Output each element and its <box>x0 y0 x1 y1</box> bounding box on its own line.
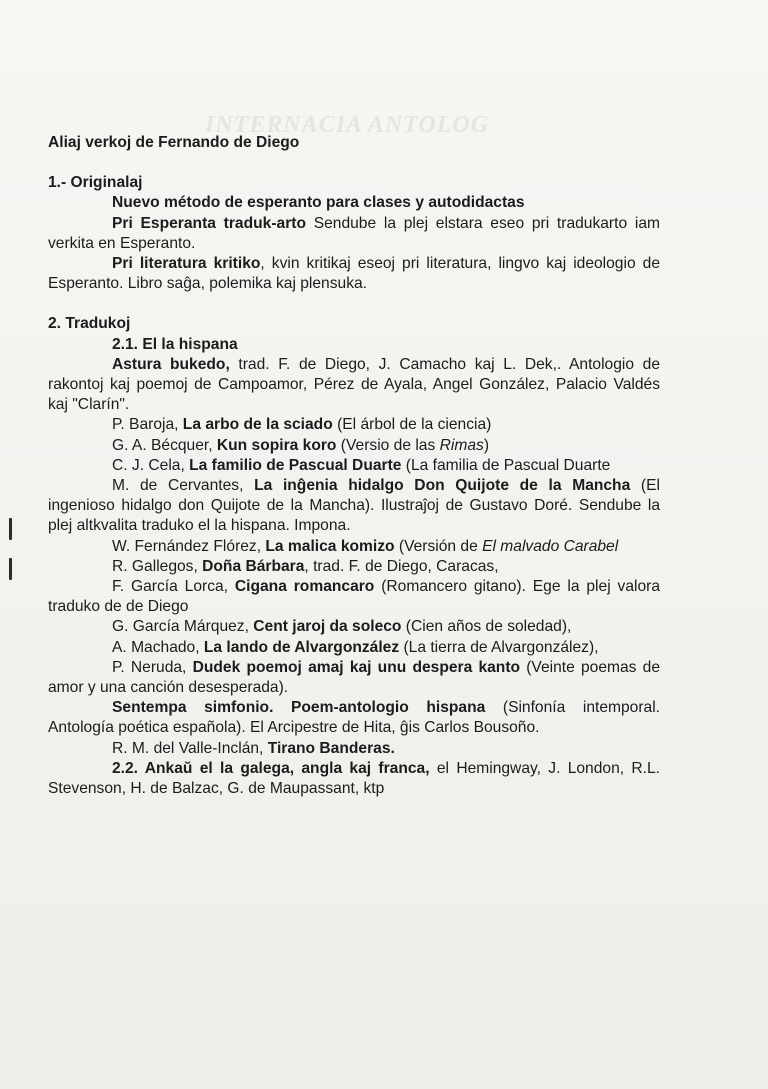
entry-italic: Rimas <box>439 436 484 454</box>
entry-title: La malica komizo <box>265 537 395 555</box>
entry-text: (Versio de las <box>336 436 440 454</box>
entry-author: R. Gallegos, <box>112 557 203 575</box>
entry-title: La inĝenia hidalgo Don Quijote de la Mancha <box>254 477 631 495</box>
entry-title: Tirano Banderas. <box>267 739 395 757</box>
entry-becquer <box>48 436 660 456</box>
entry-gallegos <box>48 557 660 577</box>
entry-title: Pri literatura kritiko <box>112 255 261 273</box>
entry-title: Pri Esperanta traduk-arto <box>112 214 306 232</box>
entry-garcia-lorca <box>48 577 660 617</box>
entry-nuevo-metodo <box>48 193 660 213</box>
entry-author: A. Machado, <box>112 638 204 656</box>
section-heading-tradukoj: 2. Tradukoj <box>48 315 131 333</box>
entry-author: R. M. del Valle-Inclán, <box>112 739 268 757</box>
entry-author: G. García Márquez, <box>112 618 254 636</box>
entry-text: (La familia de Pascual Duarte <box>401 456 611 474</box>
binding-mark <box>9 558 12 580</box>
entry-author: C. J. Cela, <box>112 456 190 474</box>
entry-sentempa-simfonio <box>48 698 660 738</box>
entry-valle-inclan <box>48 739 660 759</box>
entry-title: La lando de Alvargonzález <box>203 638 400 656</box>
entry-author: P. Neruda, <box>112 658 193 676</box>
entry-text: (La tierra de Alvargonzález), <box>399 638 599 656</box>
entry-title: Kun sopira koro <box>216 436 337 454</box>
entry-text: (Versión de <box>394 537 483 555</box>
entry-text: , trad. F. de Diego, Caracas, <box>304 557 499 575</box>
entry-title: Nuevo método de esperanto para clases y autodidactas <box>112 194 525 212</box>
entry-author: M. de Cervantes, <box>112 477 255 495</box>
entry-neruda <box>48 658 660 698</box>
entry-cervantes <box>48 476 660 537</box>
entry-text: el Hemingway, J. London, R.L. Stevenson, H. de Balzac, G. de Maupassant, ktp <box>48 759 660 798</box>
entry-machado <box>48 638 660 658</box>
entry-traduk-arto <box>48 214 660 254</box>
entry-title: Cigana romancaro <box>234 578 375 596</box>
entry-text: , kvin kritikaj eseoj pri literatura, lingvo kaj ideologio de Esperanto. Libro saĝa, polemika kaj plensuka. <box>48 255 660 293</box>
entry-text: trad. F. de Diego, J. Camacho kaj L. Dek,. Antologio de rakontoj kaj poemoj de Campoamor, Pérez de Ayala, Angel González, Palacio Valdés kaj "Clarín". <box>48 355 660 414</box>
section-heading-originalaj: 1.- Originalaj <box>48 174 143 192</box>
entry-title: Cent jaroj da soleco <box>253 618 402 636</box>
entry-text: ) <box>483 436 490 454</box>
document-title: Aliaj verkoj de Fernando de Diego <box>48 134 300 151</box>
entry-title: La familio de Pascual Duarte <box>189 456 402 474</box>
document-body <box>48 133 660 799</box>
entry-title: Dudek poemoj amaj kaj unu despera kanto <box>192 658 521 676</box>
entry-cela <box>48 456 660 476</box>
entry-text: (El árbol de la ciencia) <box>332 416 492 434</box>
entry-title: La arbo de la sciado <box>182 416 333 434</box>
entry-author: G. A. Bécquer, <box>112 436 217 454</box>
entry-author: P. Baroja, <box>112 416 183 434</box>
subsection-heading-hispana: 2.1. El la hispana <box>112 335 238 353</box>
entry-text: (El ingenioso hidalgo don Quijote de la Mancha). Ilustraĵoj de Gustavo Doré. Sendube la plej altkvalita traduko el la hispana. Impona. <box>48 477 660 535</box>
entry-text: (Veinte poemas de amor y una canción desesperada). <box>48 658 660 697</box>
entry-text: (Sinfonía intemporal. Antología poética española). El Arcipestre de Hita, ĝis Carlos Bousoño. <box>48 699 660 737</box>
binding-mark <box>9 518 12 540</box>
entry-title: Astura bukedo, <box>112 355 230 373</box>
entry-baroja <box>48 415 660 435</box>
entry-italic: El malvado Carabel <box>482 537 619 555</box>
subsection-galega-angla-franca <box>48 759 660 799</box>
entry-author: W. Fernández Flórez, <box>112 537 266 555</box>
entry-title: Sentempa simfonio. Poem-antologio hispana <box>112 699 486 717</box>
bleed-through-text: INTERNACIA ANTOLOG <box>205 112 490 138</box>
entry-author: F. García Lorca, <box>112 578 235 596</box>
entry-text: (Cien años de soledad), <box>401 618 572 636</box>
entry-text: Sendube la plej elstara eseo pri tradukarto iam verkita en Esperanto. <box>48 214 660 252</box>
subsection-heading: 2.2. Ankaŭ el la galega, angla kaj franca, <box>112 759 430 777</box>
entry-fernandez-florez <box>48 537 660 557</box>
entry-astura-bukedo <box>48 355 660 416</box>
entry-garcia-marquez <box>48 617 660 637</box>
entry-title: Doña Bárbara <box>202 557 305 575</box>
entry-literatura-kritiko <box>48 254 660 294</box>
entry-text: (Romancero gitano). Ege la plej valora traduko de de Diego <box>48 578 661 616</box>
